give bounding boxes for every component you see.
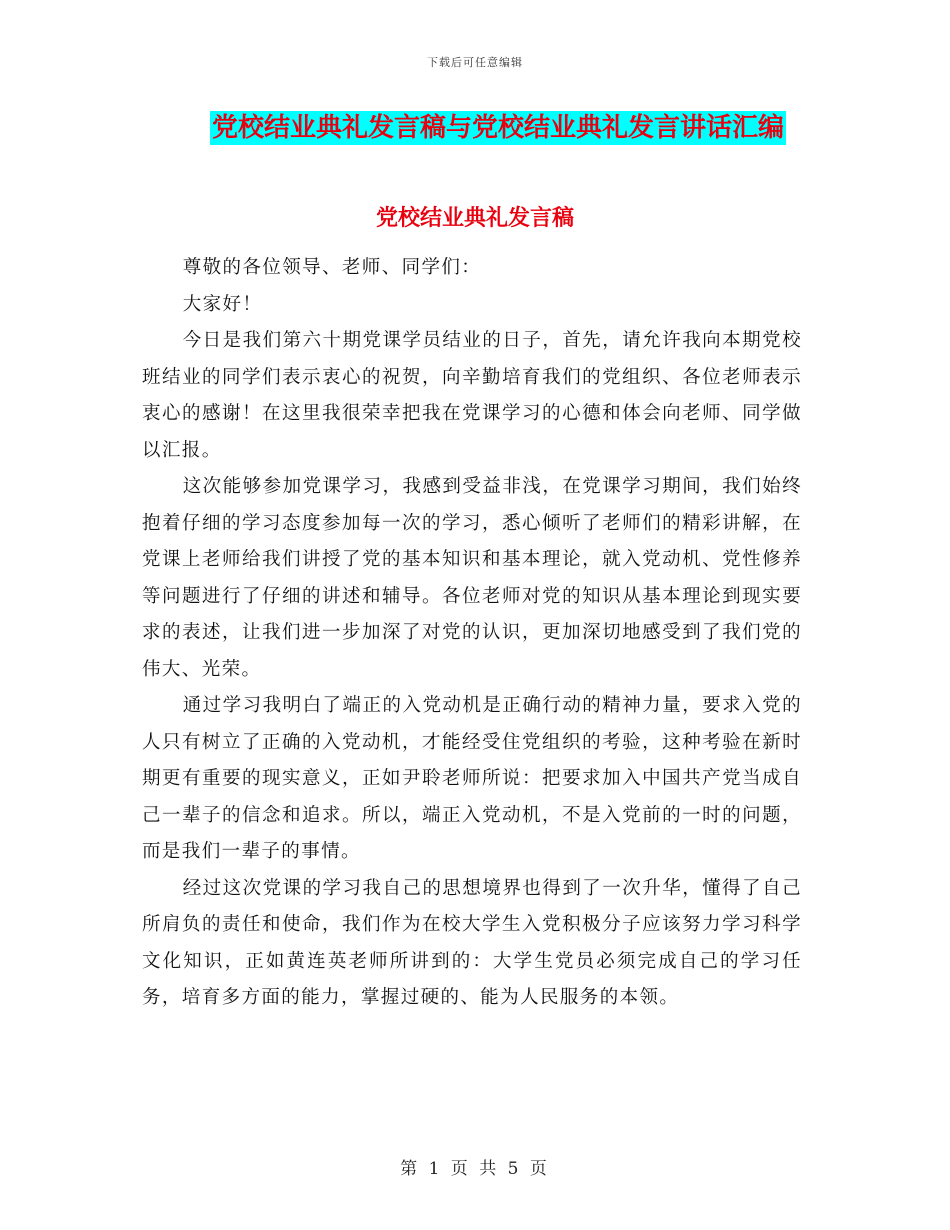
paragraph-greeting: 大家好！ (182, 293, 263, 315)
page-footer: 第 1 页 共 5 页 (400, 1159, 550, 1179)
paragraph-salutation: 尊敬的各位领导、老师、同学们： (182, 257, 482, 278)
page-header-note: 下载后可任意编辑 (427, 56, 523, 69)
paragraph: 这次能够参加党课学习，我感到受益非浅，在党课学习期间，我们始终抱着仔细的学习态度参加每一次的学习，悉心倾听了老师们的精彩讲解，在党课上老师给我们讲授了党的基本知识和基本理论，就入党动机、党性修养等问题进行了仔细的讲述和辅导。各位老师对党的知识从基本理论到现实要求的表述，让我们进一步加深了对党的认识，更加深切地感受到了我们党的伟大、光荣。 (142, 476, 802, 680)
paragraph: 经过这次党课的学习我自己的思想境界也得到了一次升华，懂得了自己所肩负的责任和使命，我们作为在校大学生入党积极分子应该努力学习科学文化知识，正如黄连英老师所讲到的：大学生党员必须完成自己的学习任务，培育多方面的能力，掌握过硬的、能为人民服务的本领。 (142, 877, 802, 1008)
document-title-container (0, 111, 950, 145)
document-title: 党校结业典礼发言稿与党校结业典礼发言讲话汇编 (211, 113, 784, 143)
paragraph: 今日是我们第六十期党课学员结业的日子，首先，请允许我向本期党校班结业的同学们表示衷心的祝贺，向辛勤培育我们的党组织、各位老师表示衷心的感谢！在这里我很荣幸把我在党课学习的心德和体会向老师、同学做以汇报。 (142, 330, 802, 461)
document-body (142, 250, 802, 1017)
section-title: 党校结业典礼发言稿 (375, 206, 574, 231)
paragraph: 通过学习我明白了端正的入党动机是正确行动的精神力量，要求入党的人只有树立了正确的入党动机，才能经受住党组织的考验，这种考验在新时期更有重要的现实意义，正如尹聆老师所说：把要求加入中国共产党当成自己一辈子的信念和追求。所以，端正入党动机，不是入党前的一时的问题，而是我们一辈子的事情。 (142, 695, 802, 862)
